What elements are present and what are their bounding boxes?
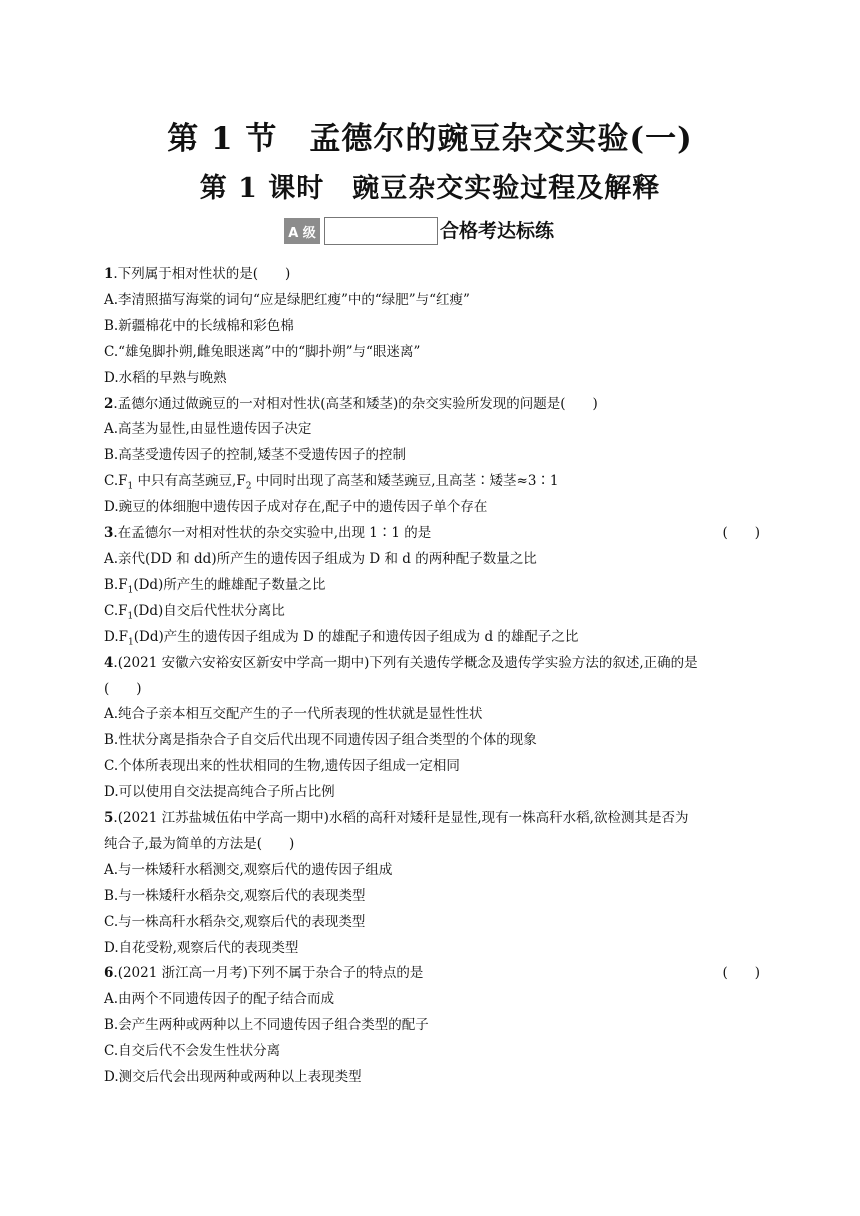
level-header [284, 215, 554, 245]
question-stem [104, 651, 760, 677]
option: $C.F_1(Dd)$自交后代性状分离比 [104, 602, 285, 622]
option: D.水稻的早熟与晚熟 [104, 369, 227, 386]
question-stem [104, 806, 760, 832]
question-number: 5 [104, 810, 114, 827]
question-stem-continued: 纯合子,最为简单的方法是( ) [104, 835, 295, 852]
question-stem [104, 521, 760, 547]
option: B.会产生两种或两种以上不同遗传因子组合类型的配子 [104, 1017, 429, 1034]
question-stem [104, 392, 760, 418]
option: A.亲代(DD 和 dd)所产生的遗传因子组成为 D 和 d 的两种配子数量之比 [104, 550, 537, 567]
question-number: 1 [104, 266, 114, 282]
option: A.纯合子亲本相互交配产生的子一代所表现的性状就是显性性状 [104, 706, 483, 723]
answer-paren: ( ) [722, 965, 760, 982]
option: C.自交后代不会发生性状分离 [104, 1043, 281, 1060]
question-number: 4 [104, 654, 114, 671]
question-text: .在孟德尔一对相对性状的杂交实验中,出现 1∶1 的是 [113, 525, 432, 542]
option: D.测交后代会出现两种或两种以上表现类型 [104, 1069, 362, 1086]
section-title: 第 1 节 孟德尔的豌豆杂交实验(一) [167, 121, 693, 157]
question-stem [104, 961, 760, 987]
option: B.高茎受遗传因子的控制,矮茎不受遗传因子的控制 [104, 447, 407, 464]
option: $C.F_1$ 中只有高茎豌豆$,F_2$ 中同时出现了高茎和矮茎豌豆,且高茎∶矮茎≈3∶1 [104, 473, 559, 492]
question-text: .下列属于相对性状的是( ) [113, 266, 291, 282]
option: C.与一株高秆水稻杂交,观察后代的表现类型 [104, 913, 366, 930]
question-text: .(2021 浙江高一月考)下列不属于杂合子的特点的是 [113, 965, 424, 982]
option: $B.F_1(Dd)$所产生的雌雄配子数量之比 [104, 576, 326, 596]
question-number: 6 [104, 965, 114, 982]
option: B.性状分离是指杂合子自交后代出现不同遗传因子组合类型的个体的现象 [104, 732, 537, 749]
option: B.与一株矮秆水稻杂交,观察后代的表现类型 [104, 887, 366, 904]
option: C.个体所表现出来的性状相同的生物,遗传因子组成一定相同 [104, 758, 460, 775]
level-label: 合格考达标练 [440, 220, 555, 242]
option: D.自花受粉,观察后代的表现类型 [104, 939, 299, 956]
answer-paren: ( ) [722, 525, 760, 542]
question-list [104, 262, 760, 1091]
question-number: 2 [104, 395, 114, 412]
question-number: 3 [104, 525, 114, 542]
question-stem [104, 262, 760, 288]
lesson-title: 第 1 课时 豌豆杂交实验过程及解释 [199, 173, 661, 204]
option: A.高茎为显性,由显性遗传因子决定 [104, 421, 312, 438]
option: D.可以使用自交法提高纯合子所占比例 [104, 784, 335, 801]
question-text: .(2021 安徽六安裕安区新安中学高一期中)下列有关遗传学概念及遗传学实验方法的叙述,正确的是 [113, 654, 698, 671]
option: B.新疆棉花中的长绒棉和彩色棉 [104, 317, 294, 334]
question-text: .孟德尔通过做豌豆的一对相对性状(高茎和矮茎)的杂交实验所发现的问题是( ) [113, 395, 598, 412]
option: D.豌豆的体细胞中遗传因子成对存在,配子中的遗传因子单个存在 [104, 499, 488, 516]
option: A.李清照描写海棠的词句“应是绿肥红瘦”中的“绿肥”与“红瘦” [104, 291, 470, 308]
option: A.由两个不同遗传因子的配子结合而成 [104, 991, 335, 1008]
level-box [324, 217, 438, 245]
option: A.与一株矮秆水稻测交,观察后代的遗传因子组成 [104, 861, 393, 878]
option: $D.F_1(Dd)$产生的遗传因子组成为 D 的雄配子和遗传因子组成为 d 的雄配子之比 [104, 628, 579, 648]
option: C.“雄兔脚扑朔,雌兔眼迷离”中的“脚扑朔”与“眼迷离” [104, 343, 421, 360]
level-badge: A 级 [284, 218, 320, 244]
question-text: .(2021 江苏盐城伍佑中学高一期中)水稻的高秆对矮秆是显性,现有一株高秆水稻,欲检测其是否为 [113, 810, 689, 827]
question-stem-continued: ( ) [104, 680, 142, 697]
